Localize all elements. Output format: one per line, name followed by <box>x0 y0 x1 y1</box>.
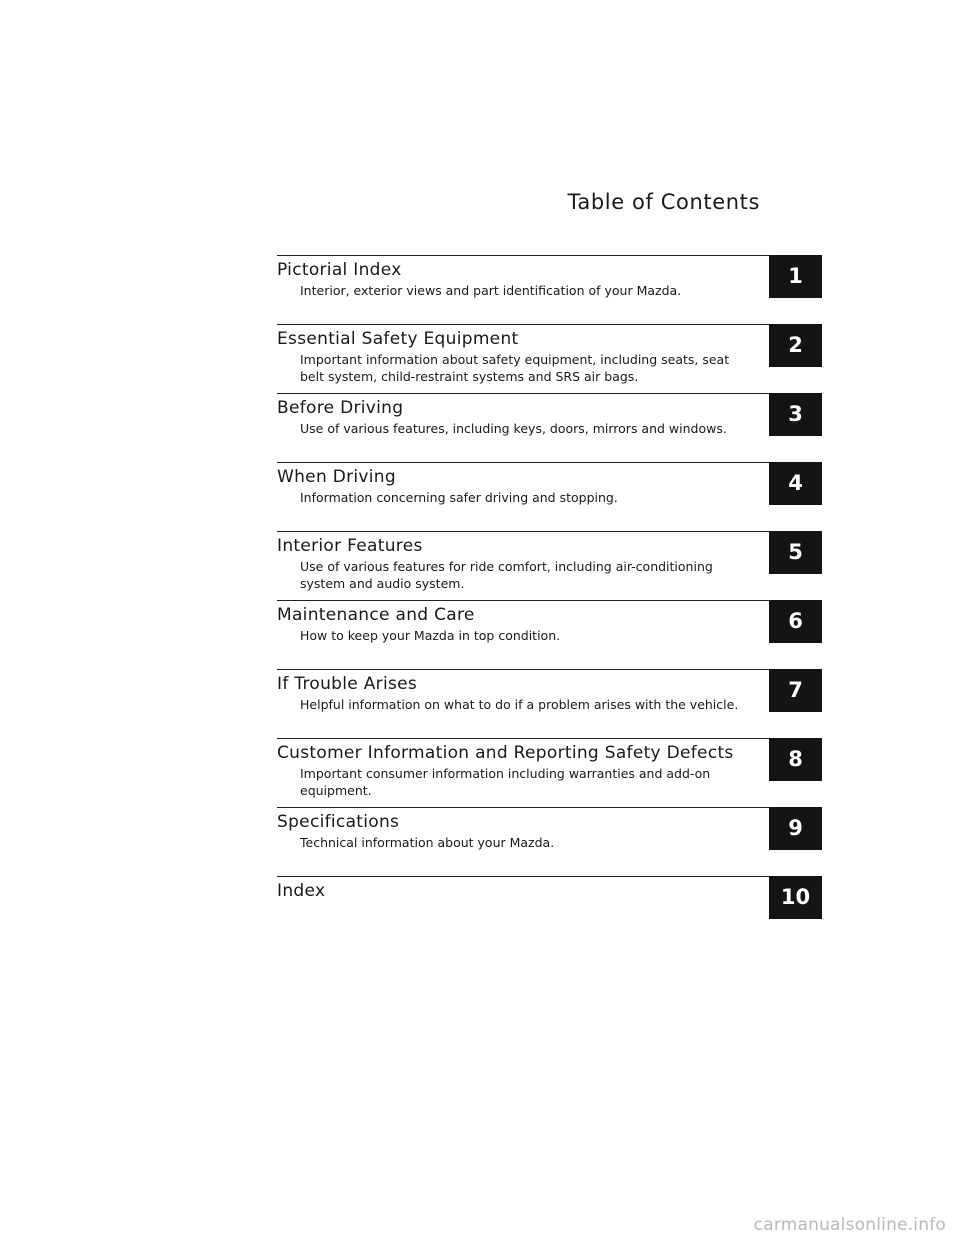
chapter-tab-7[interactable]: 7 <box>769 669 822 712</box>
toc-entry-specifications[interactable] <box>277 807 822 876</box>
toc-entry-title[interactable]: When Driving <box>277 467 396 487</box>
toc-entry-title[interactable]: If Trouble Arises <box>277 674 418 694</box>
toc-entry-interior-features[interactable] <box>277 531 822 600</box>
toc-entry-description: Technical information about your Mazda. <box>300 835 555 850</box>
toc-entry-description: Interior, exterior views and part identification of your Mazda. <box>300 283 682 298</box>
chapter-tab-3[interactable]: 3 <box>769 393 822 436</box>
table-of-contents <box>277 255 822 945</box>
chapter-tab-2[interactable]: 2 <box>769 324 822 367</box>
toc-entry-pictorial-index[interactable] <box>277 255 822 324</box>
toc-entry-when-driving[interactable] <box>277 462 822 531</box>
toc-entry-title[interactable]: Specifications <box>277 812 400 832</box>
toc-entry-description: Use of various features for ride comfort, including air-conditioning system and audio system. <box>300 559 713 591</box>
chapter-tab-1[interactable]: 1 <box>769 255 822 298</box>
toc-entry-title[interactable]: Essential Safety Equipment <box>277 329 519 349</box>
toc-entry-if-trouble-arises[interactable] <box>277 669 822 738</box>
chapter-tab-5[interactable]: 5 <box>769 531 822 574</box>
chapter-tab-9[interactable]: 9 <box>769 807 822 850</box>
toc-entry-essential-safety-equipment[interactable] <box>277 324 822 393</box>
toc-entry-before-driving[interactable] <box>277 393 822 462</box>
toc-entry-maintenance-and-care[interactable] <box>277 600 822 669</box>
toc-entry-title[interactable]: Maintenance and Care <box>277 605 475 625</box>
watermark: carmanualsonline.info <box>753 1215 946 1235</box>
toc-entry-title[interactable]: Pictorial Index <box>277 260 402 280</box>
toc-entry-description: Important consumer information including warranties and add-on equipment. <box>300 766 711 798</box>
toc-entry-description: How to keep your Mazda in top condition. <box>300 628 561 643</box>
chapter-tab-6[interactable]: 6 <box>769 600 822 643</box>
page-title: Table of Contents <box>567 190 760 214</box>
toc-entry-customer-information[interactable] <box>277 738 822 807</box>
toc-entry-description: Use of various features, including keys, doors, mirrors and windows. <box>300 421 727 436</box>
toc-entry-description: Helpful information on what to do if a problem arises with the vehicle. <box>300 697 739 712</box>
toc-entry-index[interactable] <box>277 876 822 945</box>
toc-entry-description: Important information about safety equipment, including seats, seat belt system, child-restraint systems and SRS air bags. <box>300 352 730 384</box>
toc-entry-description: Information concerning safer driving and stopping. <box>300 490 618 505</box>
chapter-tab-8[interactable]: 8 <box>769 738 822 781</box>
chapter-tab-4[interactable]: 4 <box>769 462 822 505</box>
toc-entry-title[interactable]: Interior Features <box>277 536 423 556</box>
chapter-tab-10[interactable]: 10 <box>769 876 822 919</box>
toc-entry-title[interactable]: Index <box>277 881 326 901</box>
toc-entry-title[interactable]: Before Driving <box>277 398 404 418</box>
toc-entry-title[interactable]: Customer Information and Reporting Safety Defects <box>277 743 734 763</box>
